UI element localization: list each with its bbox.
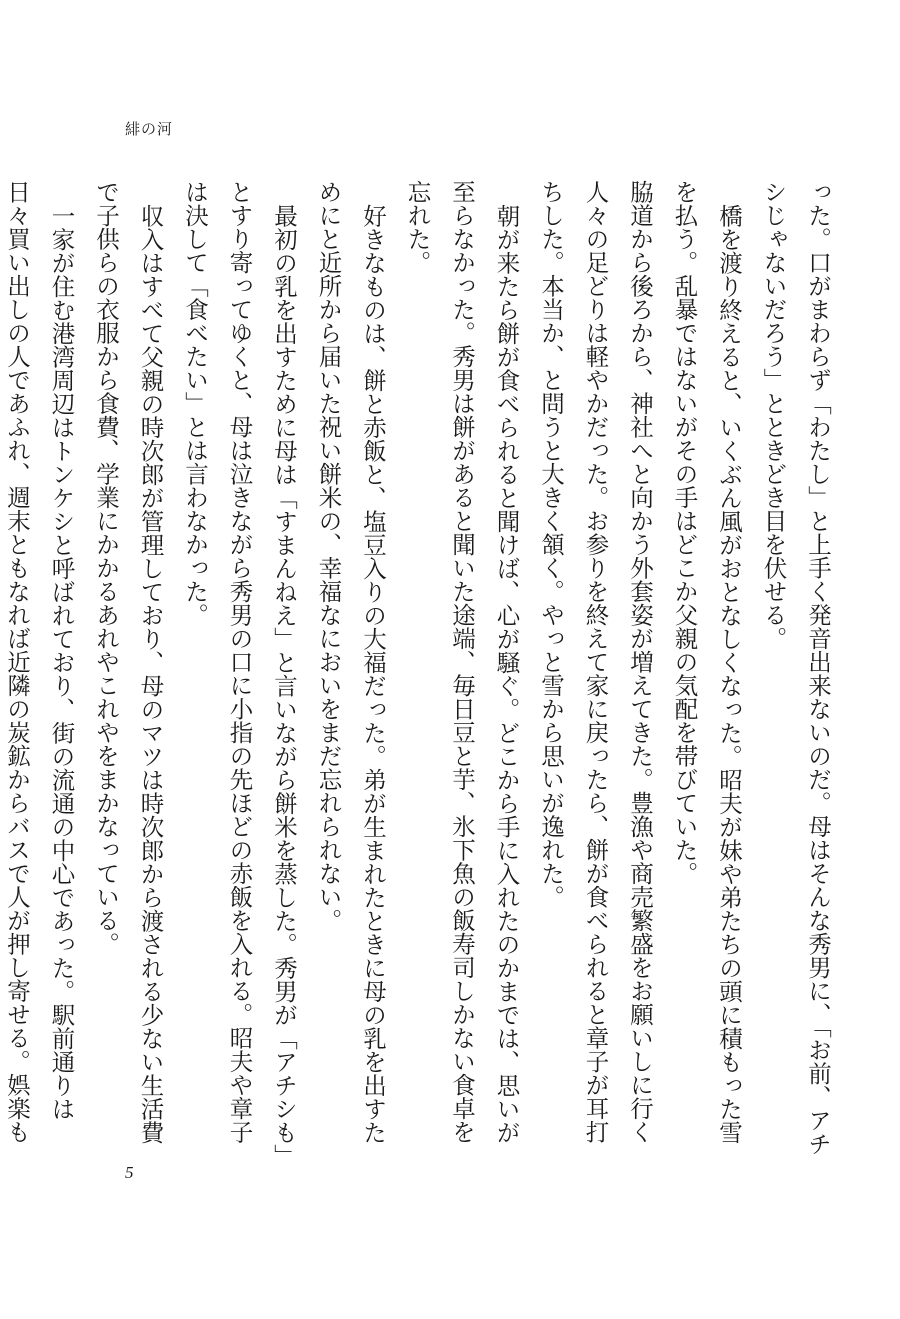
paragraph-6: 最初の乳を出すために母は「すまんねえ」と言いながら餅米を蒸した。秀男が「アチシも」とすり寄ってゆくと、母は泣きながら秀男の口に小指の先ほどの赤飯を入れる。昭夫や章子は決して「食べたい」とは言わなかった。 <box>181 180 298 1156</box>
paragraph-5: 好きなものは、餅と赤飯と、塩豆入りの大福だった。弟が生まれたときに母の乳を出すためにと近所から届いた祝い餅米の、幸福なにおいをまだ忘れられない。 <box>314 180 387 1144</box>
paragraph-2: 橋を渡り終えると、いくぶん風がおとなしくなった。昭夫が妹や弟たちの頭に積もった雪を払う。乱暴ではないがその手はどこか父親の気配を帯びていた。 <box>670 180 743 1144</box>
paragraph-7: 収入はすべて父親の時次郎が管理しており、母のマツは時次郎から渡される少ない生活費で子供らの衣服から食費、学業にかかるあれやこれやをまかなっている。 <box>92 180 165 1144</box>
paragraph-3: 脇道から後ろから、神社へと向かう外套姿が増えてきた。豊漁や商売繁盛をお願いしに行く人々の足どりは軽やかだった。お参りを終えて家に戻ったら、餅が食べられると章子が耳打ちした。本当か、と問うと大きく頷く。やっと雪から思いが逸れた。 <box>537 180 654 1144</box>
paragraph-8: 一家が住む港湾周辺はトンケシと呼ばれており、街の流通の中心であった。駅前通りは日々買い出しの人であふれ、週末ともなれば近隣の炭鉱からバスで人が押し寄せる。娯楽も <box>3 180 76 1144</box>
running-head-title: 緋の河 <box>125 120 174 138</box>
page-number: 5 <box>125 1163 134 1182</box>
paragraph-1: った。口がまわらず「わたし」と上手く発音出来ないのだ。母はそんな秀男に、「お前、アチシじゃないだろう」とときどき目を伏せる。 <box>759 180 832 1156</box>
paragraph-4: 朝が来たら餅が食べられると聞けば、心が騒ぐ。どこから手に入れたのかまでは、思いが至らなかった。秀男は餅があると聞いた途端、毎日豆と芋、氷下魚の飯寿司しかない食卓を忘れた。 <box>403 180 521 1144</box>
body-text <box>3 180 840 1160</box>
